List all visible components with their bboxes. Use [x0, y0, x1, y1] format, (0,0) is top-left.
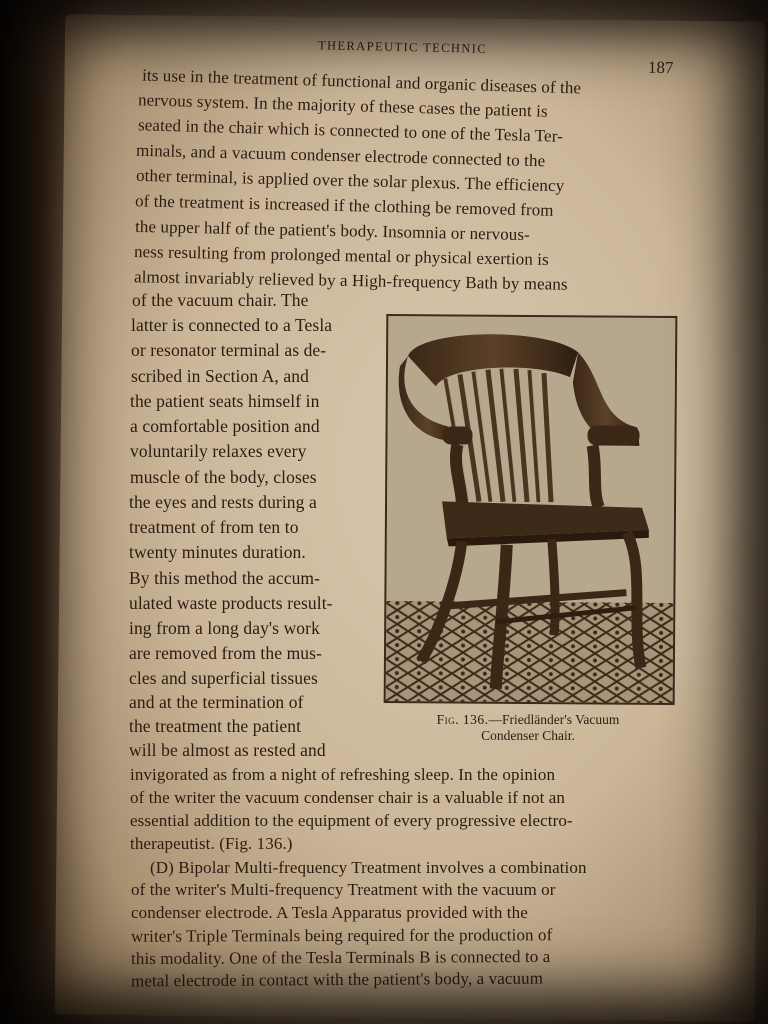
body-line: seated in the chair which is connected to one of the Tesla Ter- [137, 115, 564, 146]
body-line: ness resulting from prolonged mental or physical exertion is [133, 242, 550, 269]
body-line: twenty minutes duration. [129, 542, 306, 562]
body-line: (D) Bipolar Multi-frequency Treatment involves a combination [150, 858, 587, 877]
body-line: invigorated as from a night of refreshing sleep. In the opinion [130, 765, 556, 784]
body-line: minals, and a vacuum condenser electrode connected to the [135, 140, 546, 171]
body-line: writer's Triple Terminals being required for the production of [130, 925, 553, 946]
body-line: this modality. One of the Tesla Terminals B is connected to a [130, 946, 551, 969]
body-line: muscle of the body, closes [130, 467, 317, 487]
body-line: nervous system. In the majority of these cases the patient is [137, 90, 548, 121]
page-number: 187 [647, 57, 674, 78]
body-line: condenser electrode. A Tesla Apparatus provided with the [131, 903, 528, 922]
body-line: latter is connected to a Tesla [131, 315, 333, 335]
body-line: will be almost as rested and [129, 740, 326, 760]
body-line: of the writer the vacuum condenser chair is a valuable if not an [130, 788, 566, 807]
body-line: or resonator terminal as de- [131, 340, 327, 360]
body-line: By this method the accum- [129, 568, 321, 588]
body-line: essential addition to the equipment of every progressive electro- [130, 811, 573, 830]
body-line: metal electrode in contact with the patient's body, a vacuum [130, 968, 544, 991]
body-line: scribed in Section A, and [131, 366, 309, 386]
body-line: of the writer's Multi-frequency Treatment with the vacuum or [131, 880, 556, 899]
running-head: THERAPEUTIC TECHNIC [317, 38, 488, 56]
body-line: are removed from the mus- [129, 643, 322, 663]
figure-caption [408, 712, 648, 744]
body-line: of the treatment is increased if the clothing be removed from [134, 191, 554, 220]
figure-title-line2: Condenser Chair. [481, 728, 575, 743]
body-line: ulated waste products result- [129, 593, 333, 613]
body-line: the treatment the patient [129, 716, 302, 736]
body-line: ing from a long day's work [129, 618, 320, 638]
body-line: the patient seats himself in [130, 391, 320, 411]
body-line: other terminal, is applied over the solar plexus. The efficiency [135, 165, 565, 196]
body-line: its use in the treatment of functional and organic diseases of the [141, 65, 582, 98]
figure-title: —Friedländer's Vacuum [488, 712, 620, 727]
body-line: cles and superficial tissues [129, 668, 318, 688]
body-line: therapeutist. (Fig. 136.) [130, 834, 293, 853]
body-line: voluntarily relaxes every [130, 441, 307, 461]
body-line: of the vacuum chair. The [132, 290, 309, 310]
chair-illustration [386, 316, 676, 703]
figure-136-chair-photo [384, 314, 678, 705]
body-line: treatment of from ten to [129, 517, 299, 537]
figure-label: Fig. 136. [436, 712, 489, 727]
body-line: the eyes and rests during a [129, 492, 317, 512]
body-line: a comfortable position and [130, 416, 320, 436]
body-line: almost invariably relieved by a High-frequency Bath by means [133, 267, 568, 294]
body-line: the upper half of the patient's body. Insomnia or nervous- [134, 216, 531, 245]
body-line: and at the termination of [129, 692, 304, 712]
